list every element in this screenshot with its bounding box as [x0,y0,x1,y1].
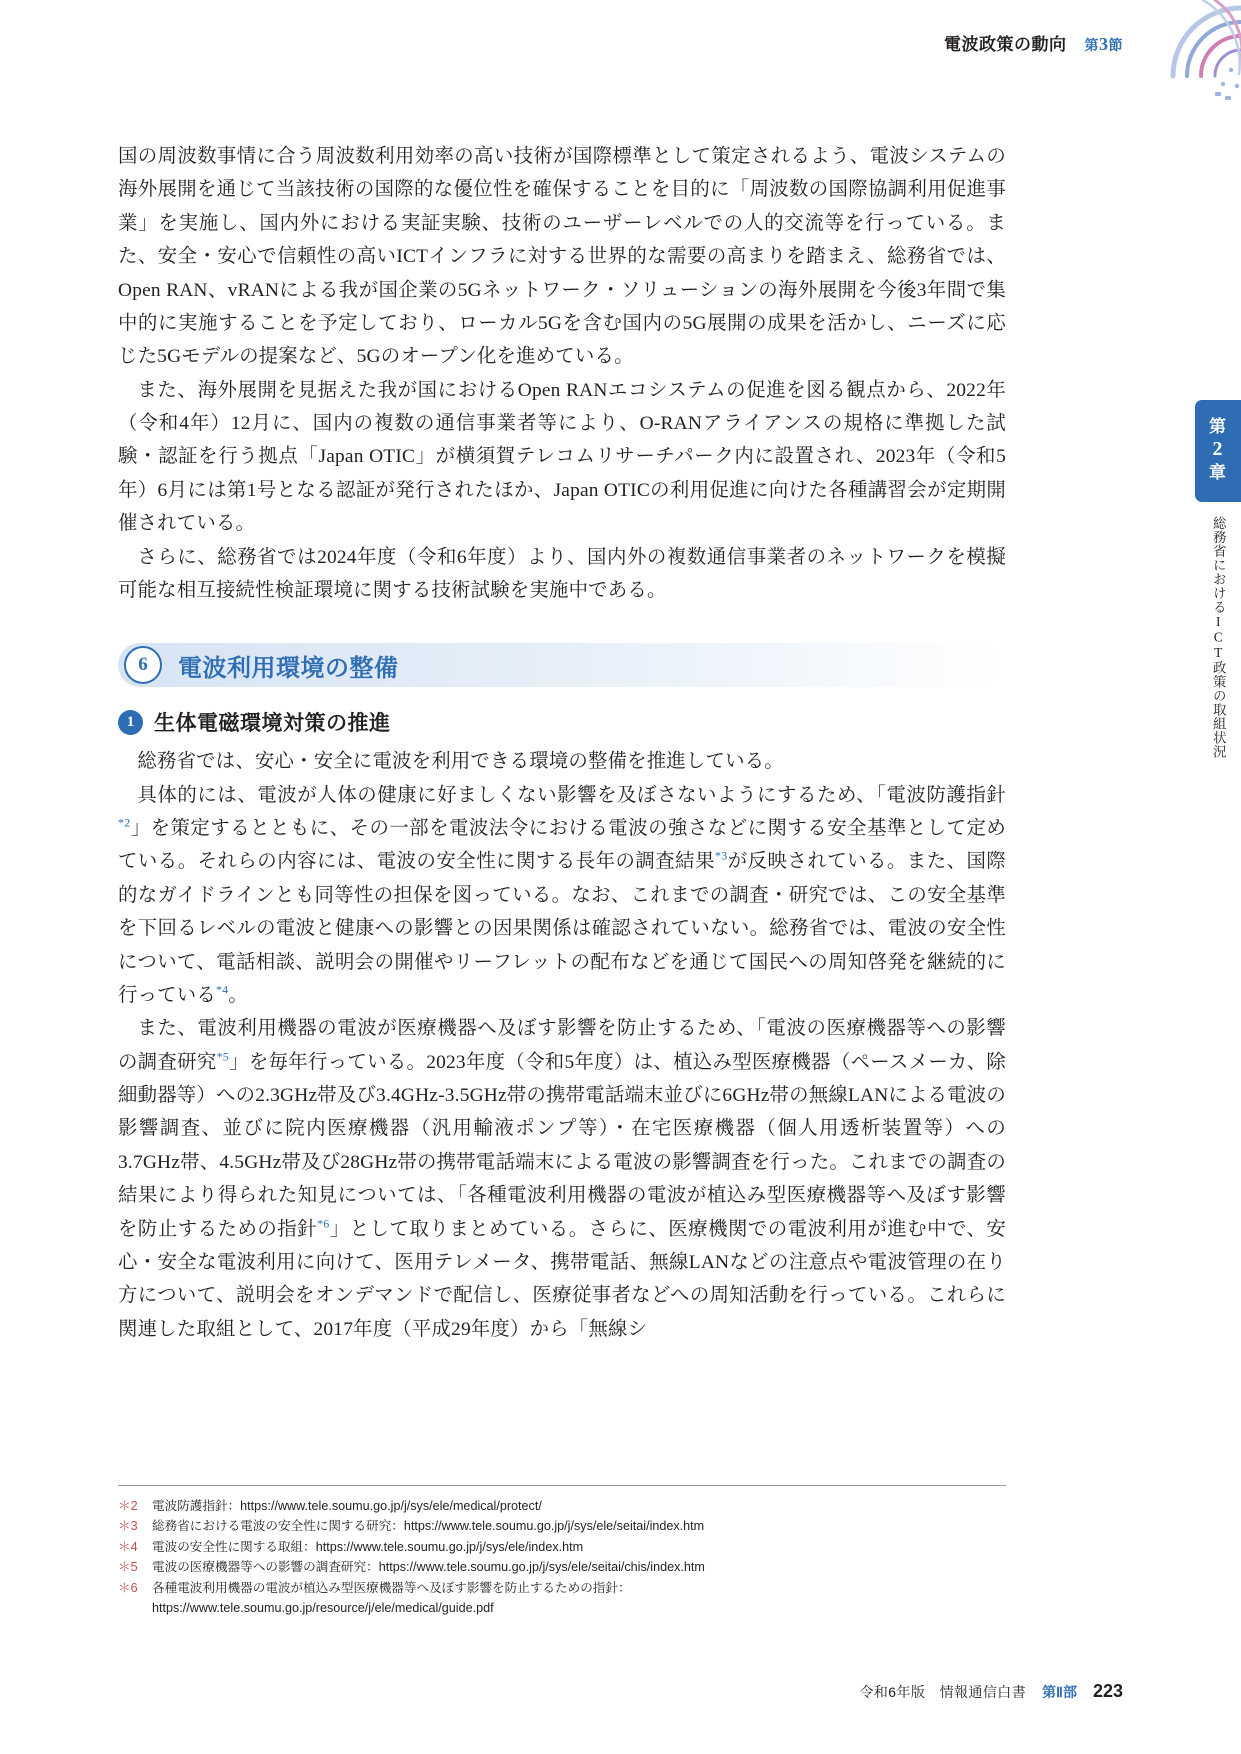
section-title: 電波利用環境の整備 [178,655,399,682]
footnote-mark: ＊6 [118,1580,138,1595]
footnote-ref-5: *5 [216,1049,229,1064]
paragraph-3: さらに、総務省では2024年度（令和6年度）より、国内外の複数通信事業者のネットワークを模擬可能な相互接続性検証環境に関する技術試験を実施中である。 [118,546,1006,601]
footnote-mark: ＊2 [118,1499,138,1513]
subsection-paragraph-1: 総務省では、安心・安全に電波を利用できる環境の整備を推進している。 [137,751,784,773]
subsection-heading-1 [118,707,1006,737]
footnotes-block [118,1485,1006,1618]
footnote-mark: ＊4 [118,1539,138,1554]
footnote-text: 各種電波利用機器の電波が植込み型医療機器等へ及ぼす影響を防止するための指針： [152,1580,631,1595]
header-title: 電波政策の動向 [944,35,1067,54]
footnote-item [118,1557,1006,1577]
footnote-continuation: https://www.tele.soumu.go.jp/resource/j/ele/medical/guide.pdf [152,1600,494,1615]
footnote-ref-4: *4 [215,982,229,997]
footnote-text: 電波の安全性に関する取組：https://www.tele.soumu.go.jp/j/sys/ele/index.htm [152,1539,584,1554]
subsection-paragraph-3: また、電波利用機器の電波が医療機器へ及ぼす影響を防止するため、「電波の医療機器等への影響の調査研究$^{*5}$」を毎年行っている。2023年度（令和5年度）は、植込み型医療機器（ペースメーカ、除細動器等）への2.3GHz帯及び3.4GHz-3.5GHz帯の携帯電話端末並びに6GHz帯の無線LANによる電波の影響調査、並びに院内医療機器（汎用輸液ポンプ等）・在宅医療機器（個人用透析装置等）への3.7GHz帯、4.5GHz帯及び28GHz帯の携帯電話端末による電波の影響調査を行った。これまでの調査の結果により得られた知見については、「各種電波利用機器の電波が植込み型医療機器等へ及ぼす影響を防止するための指針$^{*6}$」として取りまとめている。さらに、医療機関での電波利用が進む中で、安心・安全な電波利用に向けて、医用テレメータ、携帯電話、無線LANなどの注意点や電波管理の在り方について、説明会をオンデマンドで配信し、医療従事者などへの周知活動を行っている。これらに関連した取組として、2017年度（平成29年度）から「無線シ [118,1018,1006,1340]
subsection-body [118,745,1006,1346]
subsection-paragraph-2: 具体的には、電波が人体の健康に好ましくない影響を及ぼさないようにするため、「電波防護指針$^{*2}$」を策定するとともに、その一部を電波法令における電波の強さなどに関する安全基準として定めている。それらの内容には、電波の安全性に関する長年の調査結果$^{*3}$が反映されている。また、国際的なガイドラインとも同等性の担保を図っている。なお、これまでの調査・研究では、この安全基準を下回るレベルの電波と健康への影響との因果関係は確認されていない。総務省では、電波の安全性について、電話相談、説明会の開催やリーフレットの配布などを通じて国民への周知啓発を継続的に行っている$^{*4}$。 [118,784,1006,1006]
footnote-text: 総務省における電波の安全性に関する研究：https://www.tele.soumu.go.jp/j/sys/ele/seitai/index.htm [152,1519,705,1534]
page-footer [859,1681,1123,1702]
footnote-divider [118,1485,1006,1486]
subsection-title: 生体電磁環境対策の推進 [154,712,391,736]
footnote-ref-2: *2 [118,815,131,830]
paragraph-1: 国の周波数事情に合う周波数利用効率の高い技術が国際標準として策定されるよう、電波システムの海外展開を通じて当該技術の国際的な優位性を確保することを目的に「周波数の国際協調利用促進事業」を実施し、国内外における実証実験、技術のユーザーレベルでの人的交流等を行っている。また、安全・安心で信頼性の高いICTインフラに対する世界的な需要の高まりを踏まえ、総務省では、Open RAN、vRANによる我が国企業の5Gネットワーク・ソリューションの海外展開を今後3年間で集中的に実施することを予定しており、ローカル5Gを含む国内の5G展開の成果を活かし、ニーズに応じた5Gモデルの提案など、5Gのオープン化を進めている。 [118,146,1006,368]
decorative-arc-graphic [1111,0,1241,110]
footnote-text: 電波防護指針：https://www.tele.soumu.go.jp/j/sys/ele/medical/protect/ [152,1499,542,1513]
chapter-tab-box [1195,400,1241,502]
footer-title: 令和6年版 情報通信白書 [859,1684,1027,1700]
page-header [944,30,1123,55]
chapter-prefix: 第 [1209,417,1227,436]
paragraph-2: また、海外展開を見据えた我が国におけるOpen RANエコシステムの促進を図る観点から、2022年（令和4年）12月に、国内の複数の通信事業者等により、O-RANアライアンスの規格に準拠した試験・認証を行う拠点「Japan OTIC」が横須賀テレコムリサーチパーク内に設置され、2023年（令和5年）6月には第1号となる認証が発行されたほか、Japan OTICの利用促進に向けた各種講習会が定期開催されている。 [118,379,1006,535]
footnote-ref-3: *3 [715,848,728,863]
chapter-suffix: 章 [1209,463,1227,483]
footnote-text: 電波の医療機器等への影響の調査研究：https://www.tele.soumu.go.jp/j/sys/ele/seitai/chis/index.htm [152,1560,705,1575]
chapter-number: 2 [1212,438,1224,461]
chapter-side-tab [1195,400,1241,763]
footnote-ref-6: *6 [317,1216,330,1231]
section-heading-6 [118,643,1006,687]
footnote-item [118,1516,1006,1536]
subsection-number-badge: 1 [118,710,143,735]
chapter-tab-label: 総務省におけるICT政策の取組状況 [1210,515,1226,758]
section-number-badge: 6 [124,646,162,684]
footnote-mark: ＊3 [118,1519,138,1534]
header-section-indicator: 第3節 [1084,34,1123,54]
footnote-mark: ＊5 [118,1560,138,1575]
footnote-item [118,1537,1006,1557]
footnote-item [118,1496,1006,1516]
page-number: 223 [1092,1681,1123,1701]
page-content [118,140,1006,1346]
footer-part: 第Ⅱ部 [1042,1684,1077,1700]
footnote-item [118,1578,1006,1598]
